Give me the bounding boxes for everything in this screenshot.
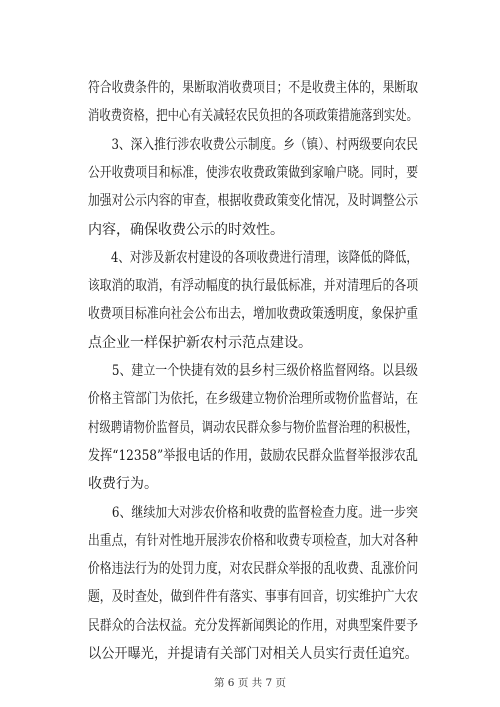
text-line: 消收费资格，把中心有关减轻农民负担的各项政策措施落到实处。: [88, 108, 418, 125]
text-line: 民群众的合法权益。充分发挥新闻舆论的作用，对典型案件要予: [88, 617, 418, 634]
text-line: 符合收费条件的，果断取消收费项目；不是收费主体的，果断取: [88, 80, 418, 96]
text-line: 价格主管部门为依托，在乡级建立物价治理所或物价监督站，在: [88, 391, 418, 408]
text-line: 内容，确保收费公示的时效性。: [88, 221, 284, 238]
text-line: 点企业一样保护新农村示范点建设。: [88, 334, 312, 351]
page-number-footer: 第 6 页 共 7 页: [213, 677, 287, 689]
text-line: 加强对公示内容的审查，根据收费政策变化情况，及时调整公示: [88, 193, 418, 210]
text-line: 价格违法行为的处罚力度，对农民群众举报的乱收费、乱涨价问: [88, 561, 418, 578]
text-line: 5、建立一个快捷有效的县乡村三级价格监督网络。以县级: [88, 363, 418, 379]
text-line: 公开收费项目和标准，使涉农收费政策做到家喻户晓。同时，要: [88, 164, 418, 181]
text-line: 收费行为。: [88, 476, 158, 493]
text-line: 收费项目标准向社会公布出去，增加收费政策透明度，象保护重: [88, 306, 418, 323]
text-line: 4、对涉及新农村建设的各项收费进行清理，该降低的降低，: [88, 249, 418, 266]
text-line: 题，及时查处，做到件件有落实、事事有回音，切实维护广大农: [88, 589, 418, 606]
text-line: 发挥“12358”举报电话的作用，鼓励农民群众监督举报涉农乱: [88, 447, 418, 464]
text-line: 6、继续加大对涉农价格和收费的监督检查力度。进一步突: [88, 504, 418, 521]
text-line: 以公开曝光，并提请有关部门对相关人员实行责任追究。: [88, 646, 418, 662]
text-line: 该取消的取消，有浮动幅度的执行最低标准，并对清理后的各项: [88, 278, 418, 295]
text-line: 3、深入推行涉农收费公示制度。乡（镇）、村两级要向农民: [88, 136, 418, 153]
text-line: 出重点，有针对性地开展涉农价格和收费专项检查，加大对各种: [88, 532, 418, 549]
text-line: 村级聘请物价监督员，调动农民群众参与物价监督治理的积极性，: [88, 419, 418, 436]
